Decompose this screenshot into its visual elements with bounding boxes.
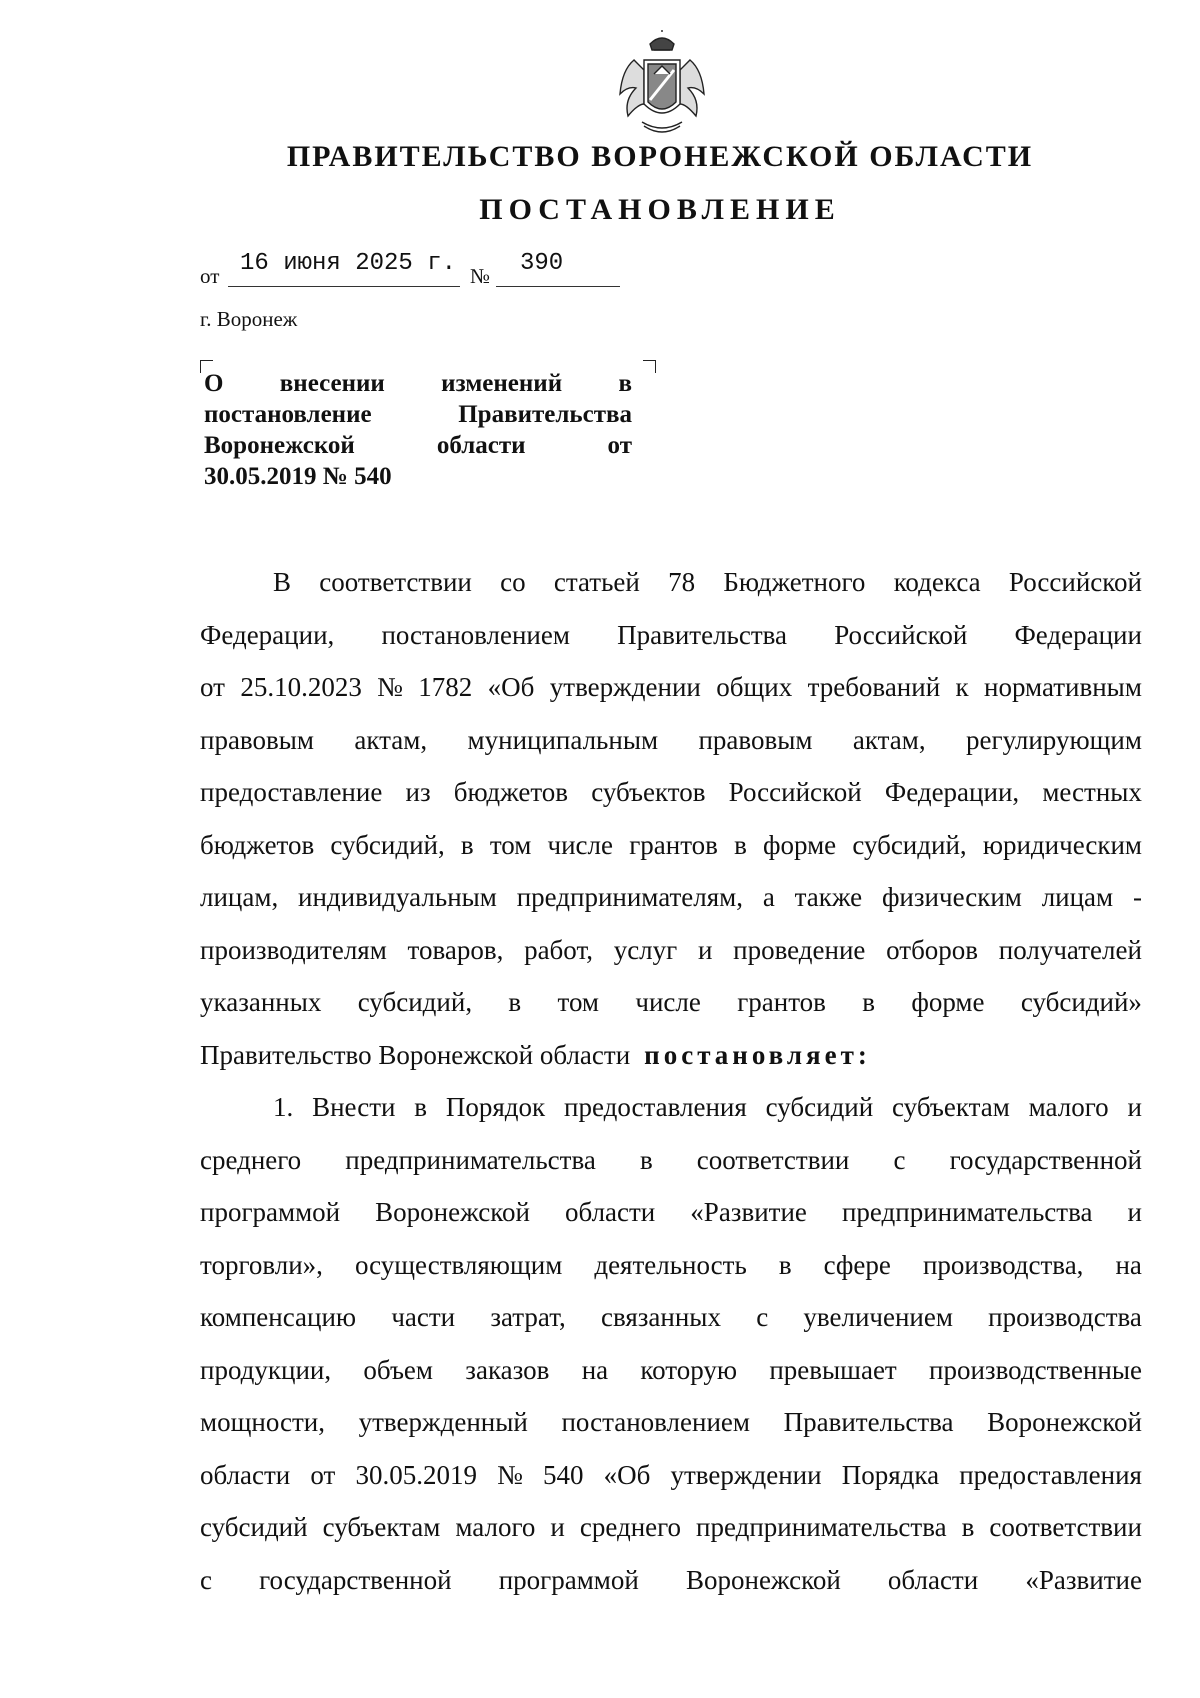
word: производства, [922, 1249, 1084, 1280]
word: соответствии [989, 1512, 1142, 1542]
word: «Об [603, 1459, 651, 1490]
word: О [204, 370, 224, 397]
word: от [607, 432, 632, 459]
word: услуг [613, 934, 678, 965]
text-line [200, 723, 1142, 776]
word: статьей [553, 567, 640, 597]
word: указанных [200, 987, 322, 1017]
date-number-row [200, 250, 700, 290]
word: объем [363, 1354, 434, 1385]
word: торговли», [200, 1249, 323, 1280]
word: предпринимательства [345, 1144, 596, 1175]
text-line [200, 670, 1142, 723]
word: правовым [200, 724, 314, 755]
word: в [508, 987, 522, 1017]
word: государственной [949, 1144, 1142, 1175]
word: субъектов [591, 777, 706, 807]
word: числе [547, 829, 614, 860]
word: Воронежской [685, 1564, 841, 1595]
word: утверждении [549, 672, 701, 702]
word: части [391, 1302, 456, 1332]
word: государственной [259, 1564, 452, 1595]
text-line [200, 565, 1142, 618]
text-line [204, 399, 632, 430]
word: 25.10.2023 [240, 672, 362, 702]
date-prefix: от [200, 264, 220, 288]
word: области [887, 1564, 979, 1595]
word: Внести [312, 1092, 396, 1122]
word: среднего [579, 1512, 682, 1542]
text-line [200, 933, 1142, 986]
word: области [200, 1459, 291, 1490]
word: числе [635, 987, 701, 1017]
resolution-verb: постановляет: [644, 1039, 871, 1070]
word: 1. [273, 1092, 294, 1122]
word: утвержденный [358, 1407, 528, 1437]
word: в [414, 1092, 428, 1122]
word: работ, [524, 934, 593, 965]
word: регулирующим [966, 724, 1142, 755]
word: В [273, 567, 292, 597]
word: программой [498, 1564, 639, 1595]
word: субсидий [200, 1512, 308, 1542]
word: «Развитие [690, 1197, 807, 1227]
city: г. Воронеж [200, 307, 298, 331]
word: в [862, 987, 875, 1017]
word: Порядка [841, 1459, 940, 1490]
text-line [200, 618, 1142, 671]
word: физическим [881, 882, 1022, 912]
word: том [557, 987, 600, 1017]
word: а [762, 882, 775, 912]
word: Российской [1008, 567, 1142, 597]
word: «Об [487, 672, 535, 702]
word: № [497, 1459, 523, 1490]
text-line [200, 1038, 1142, 1091]
subject-bracket-right [643, 360, 656, 373]
word: Правительства [458, 401, 632, 428]
word: в [618, 370, 632, 397]
word: Российской [834, 619, 968, 650]
word: лицам [1041, 882, 1114, 912]
word: малого [455, 1512, 536, 1542]
text-line [200, 1090, 1142, 1143]
word: субъектам [322, 1512, 441, 1542]
word: сфере [823, 1249, 891, 1280]
word: осуществляющим [354, 1249, 563, 1280]
word: общих [716, 672, 793, 702]
document-body [200, 565, 1142, 1615]
word: предпринимательства [841, 1197, 1093, 1227]
word: 30.05.2019 № 540 [204, 463, 392, 490]
word: со [500, 567, 526, 597]
word: постановлением [381, 619, 570, 650]
word: из [405, 777, 431, 807]
word: предпринимателям, [516, 882, 743, 912]
number-prefix: № [470, 264, 491, 288]
word: 1782 [418, 672, 473, 702]
word: Федерации, [884, 777, 1020, 807]
word: 30.05.2019 [355, 1459, 477, 1490]
word: «Развитие [1025, 1564, 1142, 1595]
word: Воронежской [204, 432, 355, 459]
word: затрат, [490, 1302, 566, 1332]
text-line [200, 775, 1142, 828]
word: грантов [629, 829, 718, 860]
word: Бюджетного [723, 567, 866, 597]
government-title: ПРАВИТЕЛЬСТВО ВОРОНЕЖСКОЙ ОБЛАСТИ [286, 140, 1034, 173]
text-line [204, 368, 632, 399]
text-line [200, 1458, 1142, 1511]
document-subject [204, 368, 632, 492]
word: в [639, 1144, 653, 1175]
word: Воронежской [375, 1197, 530, 1227]
word: компенсацию [200, 1302, 357, 1332]
word: Правительства [783, 1407, 954, 1437]
text-line [204, 430, 632, 461]
word: и [550, 1512, 565, 1542]
word: программой [200, 1197, 341, 1227]
text-line [200, 1248, 1142, 1301]
word: от [200, 672, 225, 702]
text-line [200, 880, 1142, 933]
word: в [961, 1512, 975, 1542]
word: в [778, 1249, 792, 1280]
word: соответствии [696, 1144, 850, 1175]
word: требований [807, 672, 941, 702]
word: внесении [279, 370, 385, 397]
word: от [310, 1459, 336, 1490]
word: 78 [668, 567, 696, 597]
word: Федерации, [200, 619, 335, 650]
word: производственные [929, 1354, 1142, 1385]
word: деятельность [594, 1249, 747, 1280]
closing-text: Правительство Воронежской области [200, 1039, 631, 1070]
word: заказов [465, 1354, 550, 1385]
text-line [200, 1195, 1142, 1248]
word: соответствии [319, 567, 472, 597]
text-line [200, 1353, 1142, 1406]
word: том [489, 829, 532, 860]
text-line [200, 1143, 1142, 1196]
word: изменений [441, 370, 563, 397]
word: муниципальным [467, 724, 659, 755]
document-type: ПОСТАНОВЛЕНИЕ [479, 193, 841, 226]
word: субсидий» [1020, 987, 1142, 1017]
word: к [955, 672, 969, 702]
word: лицам, [200, 882, 279, 912]
word: правовым [698, 724, 813, 755]
word: индивидуальным [298, 882, 497, 912]
text-line [200, 1510, 1142, 1563]
word: предоставление [200, 777, 383, 807]
word: также [794, 882, 863, 912]
number-underline [496, 286, 620, 287]
word: получателей [998, 934, 1142, 965]
word: предпринимательства [696, 1512, 947, 1542]
word: Воронежской [987, 1407, 1142, 1437]
word: производства [988, 1302, 1142, 1332]
word: с [200, 1564, 212, 1595]
coat-of-arms-icon [614, 30, 710, 138]
word: форме [762, 829, 837, 860]
word: в [734, 829, 747, 860]
word: отборов [886, 934, 979, 965]
word: актам, [852, 724, 926, 755]
word: превышает [769, 1354, 897, 1385]
word: Российской [728, 777, 862, 807]
word: бюджетов [200, 829, 315, 860]
document-date: 16 июня 2025 г. [240, 250, 457, 277]
word: форме [911, 987, 985, 1017]
word: субсидий, [852, 829, 967, 860]
word: на [581, 1354, 609, 1385]
word: связанных [600, 1302, 721, 1332]
word: в [460, 829, 474, 860]
word: предоставления [959, 1459, 1142, 1490]
word: и [1127, 1197, 1142, 1227]
document-number: 390 [520, 250, 564, 277]
word: среднего [200, 1144, 302, 1175]
word: субъектам [892, 1092, 1010, 1122]
word: производителям [200, 934, 387, 965]
word: местных [1042, 777, 1142, 807]
word: и [697, 934, 713, 965]
text-line [200, 1300, 1142, 1353]
word: актам, [354, 724, 428, 755]
word: Порядок [445, 1092, 546, 1122]
word: продукции, [200, 1354, 332, 1385]
text-line [204, 461, 632, 492]
word: увеличением [803, 1302, 953, 1332]
word: субсидий, [357, 987, 473, 1017]
word: малого [1028, 1092, 1109, 1122]
word: проведение [733, 934, 866, 965]
word: которую [640, 1354, 738, 1385]
word: на [1115, 1249, 1142, 1280]
text-line [200, 1405, 1142, 1458]
text-line [200, 985, 1142, 1038]
word: грантов [737, 987, 826, 1017]
word: с [756, 1302, 769, 1332]
word: предоставления [564, 1092, 747, 1122]
word: 540 [542, 1459, 584, 1490]
word: субсидий [765, 1092, 874, 1122]
word: юридическим [982, 829, 1142, 860]
word: области [436, 432, 526, 459]
word: и [1127, 1092, 1142, 1122]
word: утверждении [670, 1459, 822, 1490]
word: постановление [204, 401, 372, 428]
word: бюджетов [453, 777, 569, 807]
word: постановлением [561, 1407, 750, 1437]
word: субсидий, [330, 829, 445, 860]
word: Правительства [617, 619, 788, 650]
text-line [200, 1563, 1142, 1616]
word: № [377, 672, 403, 702]
word: товаров, [407, 934, 504, 965]
word: области [565, 1197, 656, 1227]
text-line [200, 828, 1142, 881]
word: с [893, 1144, 906, 1175]
word: Федерации [1014, 619, 1142, 650]
word: мощности, [200, 1407, 325, 1437]
word: - [1132, 882, 1142, 912]
word: нормативным [984, 672, 1142, 702]
word: кодекса [893, 567, 981, 597]
date-underline [228, 286, 460, 287]
